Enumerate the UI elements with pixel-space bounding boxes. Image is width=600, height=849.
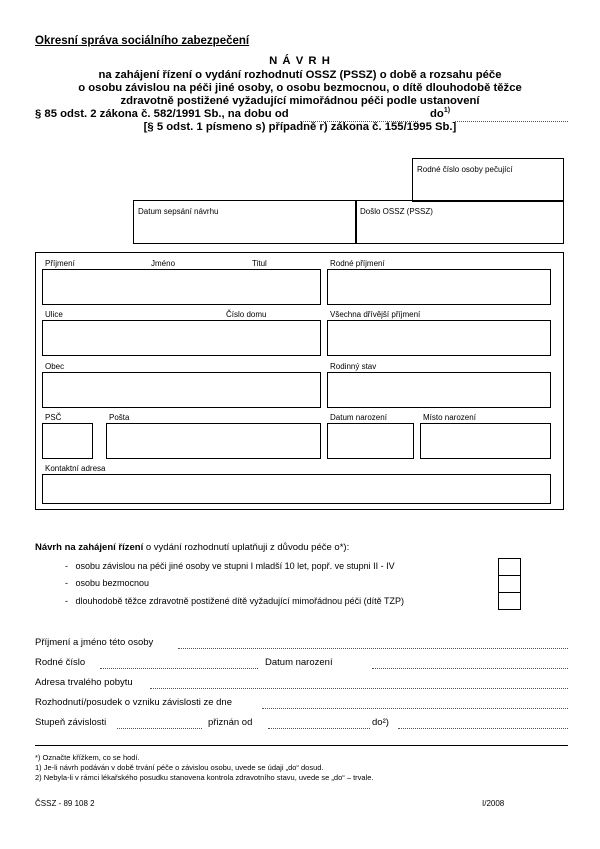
option-label: osobu bezmocnou xyxy=(75,578,150,588)
psc-field[interactable] xyxy=(42,423,93,459)
proposal-rest: o vydání rozhodnutí uplatňuji z důvodu péče o*): xyxy=(143,542,350,553)
decision-date-label: Rozhodnutí/posudek o vzniku závislosti ze dne xyxy=(35,697,232,708)
period-to-label xyxy=(430,108,450,120)
birth-surname-label: Rodné příjmení xyxy=(330,259,385,268)
form-version: I/2008 xyxy=(482,799,505,808)
contact-address-field[interactable] xyxy=(42,474,551,504)
received-box[interactable] xyxy=(355,200,564,244)
cared-birth-number-field[interactable] xyxy=(100,668,258,669)
dependency-degree-label: Stupeň závislosti xyxy=(35,717,107,728)
option-tzp-child: - dlouhodobě těžce zdravotně postižené dítě vyžadující mimořádnou péči (dítě TZP) xyxy=(65,596,405,606)
proposal-statement xyxy=(35,542,349,553)
checkbox-dependent-person[interactable] xyxy=(498,558,521,576)
form-title: N Á V R H xyxy=(269,55,331,67)
footnote-divider xyxy=(35,745,568,746)
authority-heading: Okresní správa sociálního zabezpečení xyxy=(35,35,250,47)
psc-label: PSČ xyxy=(45,413,62,422)
street-label: Ulice xyxy=(45,310,63,319)
cared-birth-date-field[interactable] xyxy=(372,668,568,669)
cared-name-label: Příjmení a jméno této osoby xyxy=(35,637,154,648)
option-helpless-person: - osobu bezmocnou xyxy=(65,578,150,588)
dependency-degree-field[interactable] xyxy=(117,728,202,729)
period-to-text: do xyxy=(430,108,444,120)
birth-date-field[interactable] xyxy=(327,423,414,459)
date-written-box[interactable] xyxy=(133,200,357,244)
granted-from-field[interactable] xyxy=(268,728,370,729)
street-field[interactable] xyxy=(42,320,321,356)
proposal-bold: Návrh na zahájení řízení xyxy=(35,542,144,553)
marital-status-label: Rodinný stav xyxy=(330,362,377,371)
footnote-star: *) Označte křížkem, co se hodí. xyxy=(35,753,140,762)
carer-birth-number-label: Rodné číslo osoby pečující xyxy=(417,165,513,174)
name-field[interactable] xyxy=(42,269,321,305)
birth-place-label: Místo narození xyxy=(423,413,476,422)
personal-data-section xyxy=(35,252,564,510)
received-label: Došlo OSSZ (PSSZ) xyxy=(360,207,433,216)
marital-status-field[interactable] xyxy=(327,372,551,408)
previous-surnames-label: Všechna dřívější příjmení xyxy=(330,310,421,319)
date-written-label: Datum sepsání návrhu xyxy=(138,207,219,216)
cared-name-field[interactable] xyxy=(178,648,568,649)
title-line-4-prefix: § 85 odst. 2 zákona č. 582/1991 Sb., na dobu od xyxy=(35,108,289,120)
cared-birth-number-label: Rodné číslo xyxy=(35,657,86,668)
cared-address-label: Adresa trvalého pobytu xyxy=(35,677,133,688)
title-line-4 xyxy=(35,108,289,120)
footnote-1: 1) Je-li návrh podáván v době trvání péče o závislou osobu, uvede se údaji „do“ dosud. xyxy=(35,763,324,772)
title-line-5: [§ 5 odst. 1 písmeno s) případně r) zákona č. 155/1995 Sb.] xyxy=(143,121,457,133)
cared-birth-date-label: Datum narození xyxy=(265,657,333,668)
house-number-label: Číslo domu xyxy=(226,310,267,319)
municipality-field[interactable] xyxy=(42,372,321,408)
footnote-ref-1: 1) xyxy=(443,107,451,115)
granted-from-label: přiznán od xyxy=(208,717,253,728)
municipality-label: Obec xyxy=(45,362,65,371)
title-line-3: zdravotně postižené vyžadující mimořádnou péči podle ustanovení xyxy=(120,95,480,107)
title-line-2: o osobu závislou na péči jiné osoby, o osobu bezmocnou, o dítě dlouhodobě těžce xyxy=(78,82,522,94)
birth-date-label: Datum narození xyxy=(330,413,387,422)
granted-to-label: do²) xyxy=(372,717,389,728)
contact-address-label: Kontaktní adresa xyxy=(45,464,106,473)
option-label: dlouhodobě těžce zdravotně postižené dítě vyžadující mimořádnou péči (dítě TZP) xyxy=(75,596,405,606)
granted-to-field[interactable] xyxy=(398,728,568,729)
post-label: Pošta xyxy=(109,413,130,422)
first-name-label: Jméno xyxy=(151,259,176,268)
checkbox-helpless-person[interactable] xyxy=(498,575,521,593)
form-code: ČSSZ - 89 108 2 xyxy=(35,799,95,808)
carer-birth-number-box[interactable] xyxy=(412,158,564,202)
surname-label: Příjmení xyxy=(45,259,75,268)
birth-surname-field[interactable] xyxy=(327,269,551,305)
decision-date-field[interactable] xyxy=(262,708,568,709)
titul-label: Titul xyxy=(252,259,267,268)
birth-place-field[interactable] xyxy=(420,423,551,459)
checkbox-tzp-child[interactable] xyxy=(498,592,521,610)
title-line-1: na zahájení řízení o vydání rozhodnutí OSSZ (PSSZ) o době a rozsahu péče xyxy=(98,69,502,81)
option-dependent-person: - osobu závislou na péči jiné osoby ve stupni I mladší 10 let, popř. ve stupni II - IV xyxy=(65,561,395,571)
cared-address-field[interactable] xyxy=(150,688,568,689)
footnote-2: 2) Nebyla-li v rámci lékařského posudku stanovena kontrola zdravotního stavu, uvede se „do“ – trvale. xyxy=(35,773,374,782)
post-field[interactable] xyxy=(106,423,321,459)
option-label: osobu závislou na péči jiné osoby ve stupni I mladší 10 let, popř. ve stupni II - IV xyxy=(75,561,395,571)
previous-surnames-field[interactable] xyxy=(327,320,551,356)
